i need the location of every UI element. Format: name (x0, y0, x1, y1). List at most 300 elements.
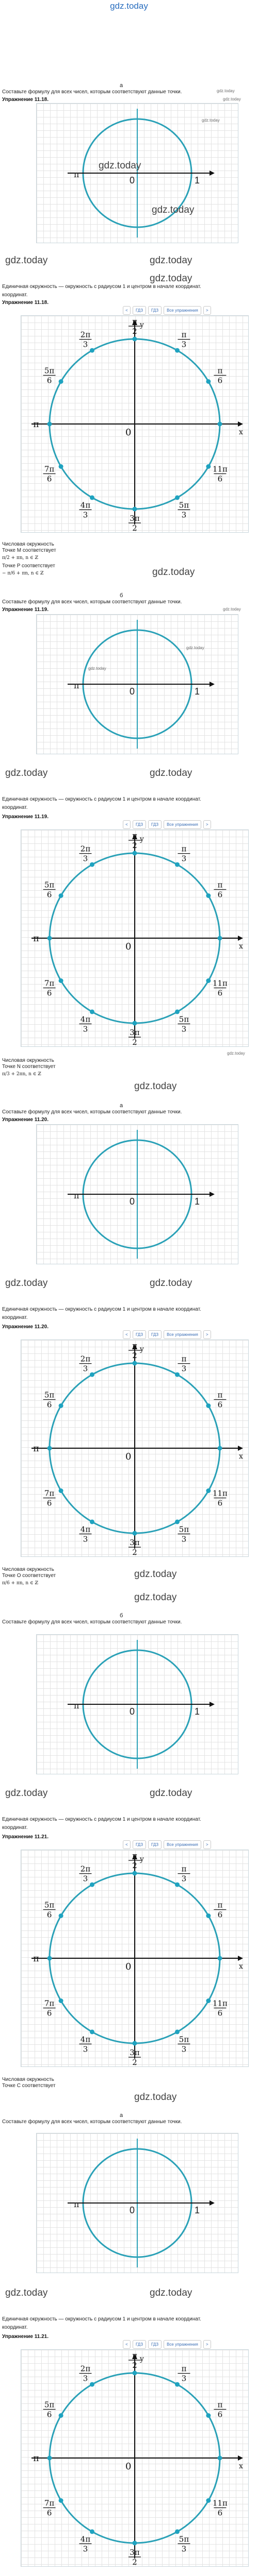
angle-label (213, 1999, 228, 2018)
full-circle-panel (21, 829, 249, 1047)
angle-point (175, 495, 180, 500)
watermark-small: gdz.today (223, 97, 241, 101)
angle-label-num: 11π (212, 1488, 228, 1498)
origin-label: 0 (125, 1961, 132, 1972)
angle-label-den: 3 (83, 340, 88, 349)
angle-label-den: 6 (217, 988, 223, 998)
definition-text: Единичная окружность — окружность с радиусом 1 и центром в начале координат. (2, 1307, 201, 1312)
watermark: gdz.today (150, 2287, 192, 2298)
angle-point (133, 1871, 137, 1876)
angle-point (206, 1403, 211, 1408)
angle-label-den: 6 (46, 890, 52, 900)
point-P-text: Точке P соответствует (2, 563, 55, 569)
angle-label-num: π (217, 1390, 223, 1400)
angle-label (214, 1901, 226, 1920)
watermark: gdz.today (5, 1788, 48, 1799)
angle-label (43, 1489, 56, 1508)
angle-label-den: 3 (181, 1534, 187, 1544)
next-button[interactable]: > (203, 306, 211, 315)
angle-point (47, 1956, 52, 1961)
angle-point (206, 1998, 211, 2003)
angle-label-num: π (217, 2400, 223, 2410)
watermark: gdz.today (5, 1278, 48, 1289)
angle-label-num: 7π (44, 978, 55, 988)
gdz-button-2[interactable]: ГДЗ (148, 1840, 162, 1849)
angle-label-den: 2 (132, 2058, 137, 2066)
x-axis-label: x (239, 1962, 243, 1971)
angle-label (178, 330, 190, 349)
definition-text-cont: координат. (2, 1825, 28, 1831)
angle-label-num: 7π (44, 1488, 55, 1498)
point-O-text: Точке O соответствует (2, 1573, 56, 1579)
angle-label-num: π (132, 2351, 137, 2360)
watermark: gdz.today (5, 255, 48, 266)
angle-label-num: 4π (80, 500, 91, 510)
full-unit-circle (21, 1850, 248, 2066)
angle-label-den: 3 (181, 1364, 187, 1374)
definition-text: Единичная окружность — окружность с радиусом 1 и центром в начале координат. (2, 1817, 201, 1822)
angle-label-den: 2 (132, 1038, 137, 1046)
angle-label (214, 366, 226, 385)
angle-label-den: 3 (83, 2374, 88, 2383)
exercise-header: Упражнение 11.19. (2, 607, 49, 613)
angle-point (175, 2529, 180, 2534)
one-label: 1 (195, 686, 200, 697)
exercise-header: Упражнение 11.21. (2, 1834, 49, 1840)
angle-label (214, 2400, 226, 2419)
angle-point (59, 1998, 63, 2003)
angle-label (43, 1391, 56, 1410)
angle-label-num: 4π (80, 2035, 91, 2044)
figure-panel (36, 2133, 238, 2273)
y-axis-label: y (140, 2355, 144, 2363)
full-unit-circle (21, 1340, 248, 1556)
all-exercises-button[interactable]: Все упражнения (164, 1330, 201, 1339)
next-button[interactable]: > (203, 1840, 211, 1849)
angle-label (178, 2035, 190, 2054)
angle-label-num: 3π (130, 1538, 140, 1547)
watermark: gdz.today (5, 2287, 48, 2298)
angle-label-den: 2 (132, 1548, 137, 1556)
y-axis-label: y (140, 1855, 144, 1863)
angle-point (206, 464, 211, 469)
next-button[interactable]: > (203, 820, 211, 829)
watermark: gdz.today (134, 1592, 177, 1603)
unit-circle-figure (37, 2133, 238, 2273)
angle-label (79, 500, 92, 519)
angle-point (206, 2498, 211, 2503)
angle-label-den: 6 (46, 376, 52, 385)
full-unit-circle (21, 830, 248, 1046)
gdz-button[interactable]: ГДЗ (133, 1840, 146, 1849)
angle-point (47, 1446, 52, 1451)
angle-label-num: 7π (44, 464, 55, 474)
unit-circle-figure (37, 615, 238, 754)
angle-point (90, 2529, 94, 2534)
pi-label: π (74, 2199, 79, 2209)
angle-label-num: π (217, 366, 223, 376)
watermark-small: gdz.today (227, 1051, 245, 1056)
angle-label (79, 1524, 92, 1544)
angle-label-num: π (132, 1341, 137, 1350)
angle-point (175, 2029, 180, 2034)
angle-point (175, 862, 180, 867)
angle-label (43, 1901, 56, 1920)
exercise-nav (123, 820, 211, 829)
angle-label-den: 3 (181, 1024, 187, 1034)
angle-label-num: 4π (80, 2534, 91, 2544)
angle-label (43, 979, 56, 998)
angle-point (206, 978, 211, 983)
angle-label (43, 2499, 56, 2518)
angle-label-den: 6 (46, 2508, 52, 2518)
angle-label-den: 3 (83, 1874, 88, 1884)
angle-point (133, 1021, 137, 1026)
figure-panel (36, 1634, 238, 1774)
watermark: gdz.today (152, 205, 195, 215)
gdz-button[interactable]: ГДЗ (133, 1330, 146, 1339)
angle-point (59, 1403, 63, 1408)
origin-label: 0 (130, 1196, 135, 1207)
exercise-header: Упражнение 11.21. (2, 2334, 49, 2340)
angle-point (90, 495, 94, 500)
x-axis-arrow (238, 936, 243, 941)
angle-label (213, 1489, 228, 1508)
angle-label: π (33, 1954, 39, 1964)
prev-button[interactable]: < (123, 1330, 131, 1339)
angle-label-den: 3 (83, 854, 88, 863)
all-exercises-button[interactable]: Все упражнения (164, 820, 201, 829)
angle-label-num: 7π (44, 2498, 55, 2508)
watermark-small: gdz.today (186, 646, 204, 650)
prev-button[interactable]: < (123, 2340, 131, 2349)
watermark: gdz.today (150, 255, 192, 266)
angle-point (47, 2456, 52, 2461)
watermark: gdz.today (152, 567, 195, 578)
origin-label: 0 (130, 2205, 135, 2215)
full-circle-panel (21, 1340, 249, 1557)
angle-label-num: 5π (44, 880, 55, 890)
angle-label (178, 1014, 190, 1033)
angle-label-den: 2 (132, 523, 137, 532)
angle-label-num: 5π (44, 366, 55, 376)
full-unit-circle (21, 2350, 248, 2566)
angle-label (128, 1538, 141, 1556)
all-exercises-button[interactable]: Все упражнения (164, 1840, 201, 1849)
angle-label-den: 6 (217, 1910, 223, 1920)
angle-label-num: π (132, 317, 137, 326)
angle-label (178, 500, 190, 519)
angle-label-den: 3 (83, 2544, 88, 2554)
angle-label-num: 4π (80, 1524, 91, 1534)
gdz-button[interactable]: ГДЗ (133, 2340, 146, 2349)
angle-label-num: 3π (130, 1028, 140, 1037)
angle-point (175, 2382, 180, 2387)
angle-label-den: 2 (132, 841, 137, 850)
unit-circle-figure (37, 1635, 238, 1774)
watermark: gdz.today (134, 1569, 177, 1580)
watermark: gdz.today (134, 2092, 177, 2103)
angle-label-den: 6 (217, 376, 223, 385)
next-button[interactable]: > (203, 2340, 211, 2349)
angle-label-den: 6 (217, 2508, 223, 2518)
angle-point (175, 1009, 180, 1014)
angle-label-den: 3 (83, 2044, 88, 2054)
definition-text-cont: координат. (2, 805, 28, 810)
full-unit-circle (21, 316, 248, 532)
angle-label (128, 831, 141, 850)
origin-label: 0 (130, 686, 135, 697)
prev-button[interactable]: < (123, 820, 131, 829)
angle-point (90, 348, 94, 353)
angle-label (213, 979, 228, 998)
angle-label-num: 5π (44, 2400, 55, 2410)
angle-label-den: 3 (181, 854, 187, 863)
angle-label-den: 2 (132, 2361, 137, 2370)
exercise-header: Упражнение 11.18. (2, 97, 49, 103)
y-axis-label: y (140, 321, 144, 329)
point-C-text: Точке C соответствует (2, 2083, 56, 2089)
formula: − π/6 + πn, n ∈ ℤ (2, 571, 44, 576)
angle-label (79, 1354, 92, 1374)
angle-point (90, 862, 94, 867)
angle-label-den: 2 (132, 2557, 137, 2566)
gdz-button[interactable]: ГДЗ (133, 306, 146, 315)
angle-label-den: 6 (46, 988, 52, 998)
angle-point (133, 851, 137, 856)
x-axis-label: x (239, 942, 243, 951)
angle-point (90, 2382, 94, 2387)
angle-label-num: 7π (44, 1998, 55, 2008)
angle-label (128, 1028, 141, 1046)
definition-text: Единичная окружность — окружность с радиусом 1 и центром в начале координат. (2, 2316, 201, 2322)
task-text: Составьте формулу для всех чисел, которым соответствуют данные точки. (2, 1109, 182, 1115)
angle-point (133, 337, 137, 342)
angle-label-num: 5π (179, 1014, 189, 1024)
all-exercises-button[interactable]: Все упражнения (164, 2340, 201, 2349)
angle-label (128, 2351, 141, 2370)
angle-label-den: 6 (217, 1400, 223, 1410)
one-label: 1 (195, 2205, 200, 2215)
angle-point (218, 422, 222, 427)
part-b-label: б (120, 592, 123, 599)
angle-label-num: π (181, 1354, 187, 1364)
point-N-text: Точке N соответствует (2, 1064, 56, 1070)
angle-point (175, 1519, 180, 1524)
angle-point (175, 1372, 180, 1377)
angle-label (128, 317, 141, 336)
figure-panel (36, 1124, 238, 1264)
angle-label: π (33, 2453, 39, 2464)
all-exercises-button[interactable]: Все упражнения (164, 306, 201, 315)
angle-label-num: 11π (212, 2498, 228, 2508)
angle-point (59, 1913, 63, 1918)
exercise-header: Упражнение 11.19. (2, 814, 49, 820)
full-circle-panel (21, 2349, 249, 2567)
angle-point (47, 936, 52, 941)
angle-label-num: 3π (130, 514, 140, 523)
formula: π/3 + 2πn, n ∈ ℤ (2, 1072, 41, 1077)
angle-point (133, 1531, 137, 1536)
next-button[interactable]: > (203, 1330, 211, 1339)
angle-label-den: 6 (46, 474, 52, 484)
one-label: 1 (195, 1706, 200, 1717)
angle-label-num: π (132, 831, 137, 840)
numerical-circle-label: Числовая окружность (2, 541, 54, 547)
definition-text-cont: координат. (2, 292, 28, 298)
angle-label: π (33, 934, 39, 944)
task-text: Составьте формулу для всех чисел, которым соответствуют данные точки. (2, 2119, 182, 2125)
angle-label-den: 3 (181, 2374, 187, 2383)
angle-label (79, 2534, 92, 2553)
angle-label (128, 1341, 141, 1360)
x-axis-arrow (238, 1956, 243, 1961)
angle-label (128, 514, 141, 532)
angle-label: π (33, 419, 39, 430)
unit-circle-figure (37, 1125, 238, 1264)
one-label: 1 (195, 1196, 200, 1207)
definition-text: Единичная окружность — окружность с радиусом 1 и центром в начале координат. (2, 796, 201, 802)
angle-label-num: π (181, 844, 187, 854)
angle-point (59, 379, 63, 384)
angle-label-num: 2π (80, 2364, 91, 2374)
angle-label (178, 2534, 190, 2553)
pi-label: π (74, 681, 79, 690)
angle-label-num: 5π (44, 1390, 55, 1400)
angle-point (206, 2413, 211, 2418)
angle-point (90, 1372, 94, 1377)
angle-label (213, 465, 228, 484)
angle-label (178, 1354, 190, 1374)
watermark: gdz.today (134, 1081, 177, 1092)
angle-point (206, 1913, 211, 1918)
angle-label-den: 6 (46, 1400, 52, 1410)
gdz-button[interactable]: ГДЗ (133, 820, 146, 829)
angle-point (90, 1519, 94, 1524)
angle-label (43, 1999, 56, 2018)
watermark-small: gdz.today (202, 118, 220, 123)
definition-text-cont: координат. (2, 2325, 28, 2330)
task-text: Составьте формулу для всех чисел, которым соответствуют данные точки. (2, 1619, 182, 1625)
angle-label-num: π (132, 1851, 137, 1860)
watermark: gdz.today (150, 768, 192, 778)
numerical-circle-label: Числовая окружность (2, 1058, 54, 1063)
origin-label: 0 (125, 1451, 132, 1462)
gdz-button-2[interactable]: ГДЗ (148, 306, 162, 315)
angle-label-num: 5π (179, 2534, 189, 2544)
origin-label: 0 (125, 2461, 132, 2472)
point-M-text: Точке M соответствует (2, 548, 56, 553)
angle-point (218, 1446, 222, 1451)
angle-label-den: 6 (217, 2410, 223, 2419)
angle-label (43, 2400, 56, 2419)
watermark-small: gdz.today (217, 89, 235, 93)
definition-text-cont: координат. (2, 1315, 28, 1320)
angle-label (128, 2548, 141, 2566)
angle-label (214, 1391, 226, 1410)
watermark-small: gdz.today (88, 666, 106, 671)
exercise-nav (123, 306, 211, 315)
gdz-button-2[interactable]: ГДЗ (148, 820, 162, 829)
angle-label-den: 3 (181, 2544, 187, 2554)
angle-label-den: 6 (217, 474, 223, 484)
definition-text: Единичная окружность — окружность с радиусом 1 и центром в начале координат. (2, 284, 201, 290)
angle-label-num: π (181, 1864, 187, 1874)
x-axis-label: x (239, 2462, 243, 2470)
angle-label-num: 2π (80, 1864, 91, 1874)
watermark: gdz.today (150, 1278, 192, 1289)
angle-label-den: 6 (46, 2008, 52, 2018)
angle-label-den: 2 (132, 1351, 137, 1360)
part-a-label: а (120, 82, 123, 89)
angle-label (178, 1524, 190, 1544)
angle-label: π (33, 1444, 39, 1454)
pi-label: π (74, 170, 79, 179)
angle-point (59, 893, 63, 898)
prev-button[interactable]: < (123, 1840, 131, 1849)
numerical-circle-label: Числовая окружность (2, 2077, 54, 2082)
angle-label-den: 3 (181, 510, 187, 520)
angle-point (133, 1361, 137, 1366)
angle-label (128, 1851, 141, 1870)
angle-label-num: 2π (80, 844, 91, 854)
angle-label-num: 5π (179, 2035, 189, 2044)
angle-point (90, 1883, 94, 1887)
unit-circle-figure (37, 104, 238, 243)
angle-label-den: 6 (217, 1498, 223, 1508)
angle-label (79, 2364, 92, 2383)
angle-point (218, 936, 222, 941)
site-title[interactable]: gdz.today (110, 1, 148, 11)
full-circle-panel (21, 315, 249, 533)
angle-label-den: 3 (181, 2044, 187, 2054)
angle-label (178, 1865, 190, 1884)
origin-label: 0 (125, 941, 132, 952)
angle-label-den: 3 (83, 1364, 88, 1374)
angle-label-num: 2π (80, 330, 91, 340)
angle-label-den: 6 (46, 1910, 52, 1920)
angle-label-den: 3 (83, 1024, 88, 1034)
angle-label-num: π (181, 2364, 187, 2374)
angle-label-num: π (217, 1900, 223, 1910)
angle-label-den: 2 (132, 327, 137, 336)
x-axis-label: x (239, 1452, 243, 1461)
angle-label (43, 465, 56, 484)
angle-label-den: 6 (46, 1498, 52, 1508)
angle-label-num: π (181, 330, 187, 340)
formula: π/6 + πn, n ∈ ℤ (2, 1581, 39, 1586)
numerical-circle-label: Числовая окружность (2, 1567, 54, 1572)
one-label: 1 (195, 175, 200, 185)
task-text: Составьте формулу для всех чисел, которым соответствуют данные точки. (2, 89, 182, 95)
prev-button[interactable]: < (123, 306, 131, 315)
y-axis-label: y (140, 1345, 144, 1353)
gdz-button-2[interactable]: ГДЗ (148, 1330, 162, 1339)
angle-point (90, 2029, 94, 2034)
part-b-label: б (120, 1613, 123, 1619)
angle-label-num: 5π (44, 1900, 55, 1910)
angle-label (214, 880, 226, 900)
angle-label (79, 2035, 92, 2054)
part-a-label: а (120, 2112, 123, 2119)
pi-label: π (74, 1191, 79, 1200)
angle-point (175, 348, 180, 353)
angle-point (59, 978, 63, 983)
angle-label-num: 3π (130, 2548, 140, 2557)
angle-point (47, 422, 52, 427)
gdz-button-2[interactable]: ГДЗ (148, 2340, 162, 2349)
angle-label (178, 2364, 190, 2383)
